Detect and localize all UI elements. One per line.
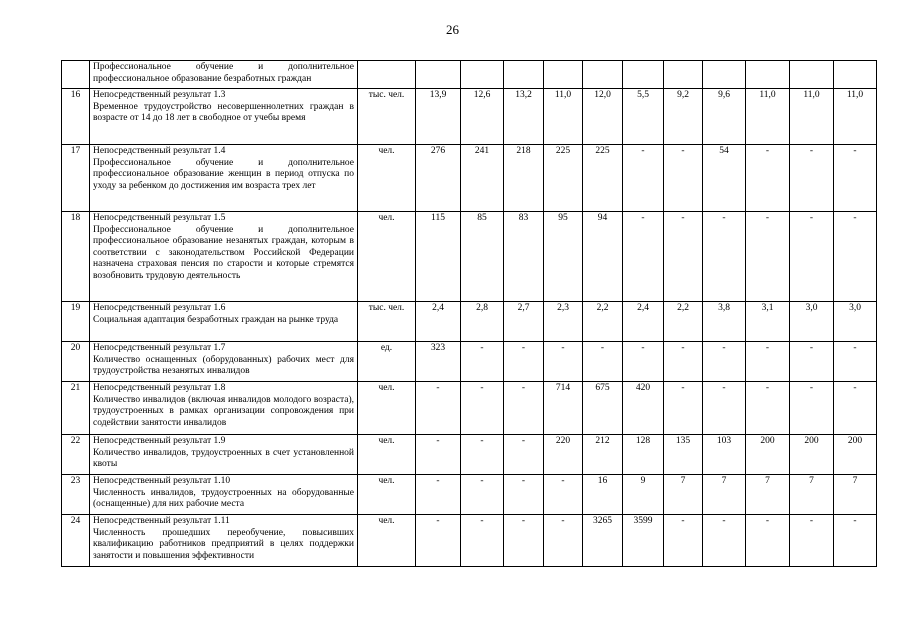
value-cell xyxy=(790,61,834,89)
row-number: 23 xyxy=(62,475,90,515)
value-cell: - xyxy=(746,212,790,302)
value-cell: 7 xyxy=(790,475,834,515)
value-cell: 11,0 xyxy=(834,89,877,145)
value-cell: 3599 xyxy=(623,515,664,567)
row-number: 21 xyxy=(62,382,90,435)
value-cell xyxy=(664,61,703,89)
value-cell: - xyxy=(461,382,504,435)
value-cell: 3265 xyxy=(583,515,623,567)
value-cell xyxy=(834,61,877,89)
value-cell: - xyxy=(834,382,877,435)
value-cell: 7 xyxy=(664,475,703,515)
value-cell: - xyxy=(416,515,461,567)
value-cell xyxy=(746,61,790,89)
row-number: 17 xyxy=(62,145,90,212)
value-cell: 2,4 xyxy=(416,302,461,342)
value-cell: - xyxy=(703,342,746,382)
value-cell: 225 xyxy=(583,145,623,212)
value-cell: - xyxy=(504,342,544,382)
value-cell: 714 xyxy=(544,382,583,435)
table-row xyxy=(62,302,877,342)
value-cell: 212 xyxy=(583,435,623,475)
row-description: Непосредственный результат 1.6 Социальная адаптация безработных граждан на рынке труда xyxy=(90,302,358,342)
value-cell: - xyxy=(790,342,834,382)
value-cell: 83 xyxy=(504,212,544,302)
value-cell: 323 xyxy=(416,342,461,382)
value-cell: 241 xyxy=(461,145,504,212)
value-cell: - xyxy=(544,342,583,382)
value-cell: - xyxy=(834,145,877,212)
row-description: Профессиональное обучение и дополнительное профессиональное образование безработных граждан xyxy=(90,61,358,89)
value-cell: 7 xyxy=(834,475,877,515)
value-cell: - xyxy=(664,515,703,567)
value-cell: 3,8 xyxy=(703,302,746,342)
row-number: 20 xyxy=(62,342,90,382)
value-cell xyxy=(416,61,461,89)
value-cell: - xyxy=(544,515,583,567)
value-cell: 13,9 xyxy=(416,89,461,145)
value-cell: - xyxy=(790,382,834,435)
value-cell: 200 xyxy=(790,435,834,475)
value-cell: - xyxy=(416,382,461,435)
value-cell: - xyxy=(416,475,461,515)
row-unit: чел. xyxy=(358,435,416,475)
value-cell: - xyxy=(790,145,834,212)
value-cell: 3,0 xyxy=(790,302,834,342)
value-cell: - xyxy=(746,145,790,212)
value-cell: 11,0 xyxy=(746,89,790,145)
value-cell: - xyxy=(544,475,583,515)
value-cell: - xyxy=(623,212,664,302)
value-cell xyxy=(504,61,544,89)
row-number: 19 xyxy=(62,302,90,342)
value-cell: 420 xyxy=(623,382,664,435)
value-cell: 12,0 xyxy=(583,89,623,145)
value-cell: - xyxy=(623,145,664,212)
value-cell: 11,0 xyxy=(790,89,834,145)
value-cell: 218 xyxy=(504,145,544,212)
value-cell: - xyxy=(703,515,746,567)
value-cell: - xyxy=(504,475,544,515)
row-number: 22 xyxy=(62,435,90,475)
value-cell: 12,6 xyxy=(461,89,504,145)
value-cell xyxy=(461,61,504,89)
value-cell: - xyxy=(664,145,703,212)
value-cell: 94 xyxy=(583,212,623,302)
value-cell: 5,5 xyxy=(623,89,664,145)
page-number: 26 xyxy=(446,22,459,37)
value-cell: 7 xyxy=(703,475,746,515)
value-cell: 9,2 xyxy=(664,89,703,145)
value-cell: 16 xyxy=(583,475,623,515)
value-cell: 128 xyxy=(623,435,664,475)
value-cell xyxy=(583,61,623,89)
value-cell: - xyxy=(461,342,504,382)
value-cell: 135 xyxy=(664,435,703,475)
table-row xyxy=(62,342,877,382)
row-number xyxy=(62,61,90,89)
value-cell: 103 xyxy=(703,435,746,475)
value-cell: - xyxy=(461,475,504,515)
row-description: Непосредственный результат 1.10 Численность инвалидов, трудоустроенных на оборудованные (оснащенные) для них рабочие места xyxy=(90,475,358,515)
table-row xyxy=(62,89,877,145)
value-cell: - xyxy=(790,515,834,567)
table-row xyxy=(62,475,877,515)
value-cell: 9,6 xyxy=(703,89,746,145)
table-row-header-continuation xyxy=(62,61,877,89)
row-description: Непосредственный результат 1.9 Количество инвалидов, трудоустроенных в счет установленной квоты xyxy=(90,435,358,475)
row-description: Непосредственный результат 1.8 Количество инвалидов (включая инвалидов молодого возраста), трудоустроенных в рамках организации сопровождения при содействии занятости инвалидов xyxy=(90,382,358,435)
value-cell xyxy=(623,61,664,89)
indicators-table xyxy=(61,60,877,567)
value-cell: - xyxy=(746,342,790,382)
value-cell: 2,3 xyxy=(544,302,583,342)
value-cell: 7 xyxy=(746,475,790,515)
value-cell: 2,2 xyxy=(664,302,703,342)
value-cell: - xyxy=(834,515,877,567)
value-cell: - xyxy=(504,435,544,475)
value-cell: - xyxy=(703,212,746,302)
row-description: Непосредственный результат 1.5 Профессиональное обучение и дополнительное профессиональное образование незанятых граждан, которым в соответствии с законодательством Российской Федерации назначена страховая пенсия по старости и которые стремятся возобновить трудовую деятельность xyxy=(90,212,358,302)
row-unit: чел. xyxy=(358,145,416,212)
value-cell: - xyxy=(504,382,544,435)
value-cell: - xyxy=(746,382,790,435)
value-cell: - xyxy=(834,342,877,382)
value-cell: - xyxy=(790,212,834,302)
table-row xyxy=(62,435,877,475)
value-cell: 2,7 xyxy=(504,302,544,342)
value-cell: 200 xyxy=(834,435,877,475)
value-cell: 276 xyxy=(416,145,461,212)
value-cell: - xyxy=(623,342,664,382)
value-cell: 200 xyxy=(746,435,790,475)
value-cell: - xyxy=(504,515,544,567)
row-unit: чел. xyxy=(358,212,416,302)
value-cell: 225 xyxy=(544,145,583,212)
row-unit: чел. xyxy=(358,475,416,515)
row-number: 16 xyxy=(62,89,90,145)
row-number: 18 xyxy=(62,212,90,302)
value-cell: 9 xyxy=(623,475,664,515)
value-cell: 54 xyxy=(703,145,746,212)
row-description: Непосредственный результат 1.7 Количество оснащенных (оборудованных) рабочих мест для трудоустройства незанятых инвалидов xyxy=(90,342,358,382)
value-cell: - xyxy=(834,212,877,302)
table-row xyxy=(62,382,877,435)
value-cell: 85 xyxy=(461,212,504,302)
table-row xyxy=(62,212,877,302)
value-cell: - xyxy=(461,515,504,567)
value-cell: - xyxy=(664,382,703,435)
row-unit xyxy=(358,61,416,89)
row-description: Непосредственный результат 1.11 Численность прошедших переобучение, повысивших квалификацию работников предприятий в целях поддержки занятости и повышения эффективности xyxy=(90,515,358,567)
value-cell: - xyxy=(583,342,623,382)
value-cell: 2,8 xyxy=(461,302,504,342)
value-cell: - xyxy=(703,382,746,435)
value-cell: 13,2 xyxy=(504,89,544,145)
row-unit: тыс. чел. xyxy=(358,89,416,145)
value-cell: 3,1 xyxy=(746,302,790,342)
value-cell: 220 xyxy=(544,435,583,475)
row-unit: чел. xyxy=(358,515,416,567)
value-cell xyxy=(703,61,746,89)
value-cell: - xyxy=(664,342,703,382)
table-row xyxy=(62,515,877,567)
value-cell: - xyxy=(746,515,790,567)
row-unit: тыс. чел. xyxy=(358,302,416,342)
value-cell: 95 xyxy=(544,212,583,302)
row-description: Непосредственный результат 1.3 Временное трудоустройство несовершеннолетних граждан в возрасте от 14 до 18 лет в свободное от учебы время xyxy=(90,89,358,145)
value-cell: 2,2 xyxy=(583,302,623,342)
value-cell: - xyxy=(664,212,703,302)
table-row xyxy=(62,145,877,212)
row-number: 24 xyxy=(62,515,90,567)
value-cell: 11,0 xyxy=(544,89,583,145)
row-unit: чел. xyxy=(358,382,416,435)
value-cell: 675 xyxy=(583,382,623,435)
row-unit: ед. xyxy=(358,342,416,382)
value-cell: 3,0 xyxy=(834,302,877,342)
row-description: Непосредственный результат 1.4 Профессиональное обучение и дополнительное профессиональное образование женщин в период отпуска по уходу за ребенком до достижения им возраста трех лет xyxy=(90,145,358,212)
value-cell: - xyxy=(461,435,504,475)
value-cell: 2,4 xyxy=(623,302,664,342)
value-cell: 115 xyxy=(416,212,461,302)
value-cell xyxy=(544,61,583,89)
value-cell: - xyxy=(416,435,461,475)
